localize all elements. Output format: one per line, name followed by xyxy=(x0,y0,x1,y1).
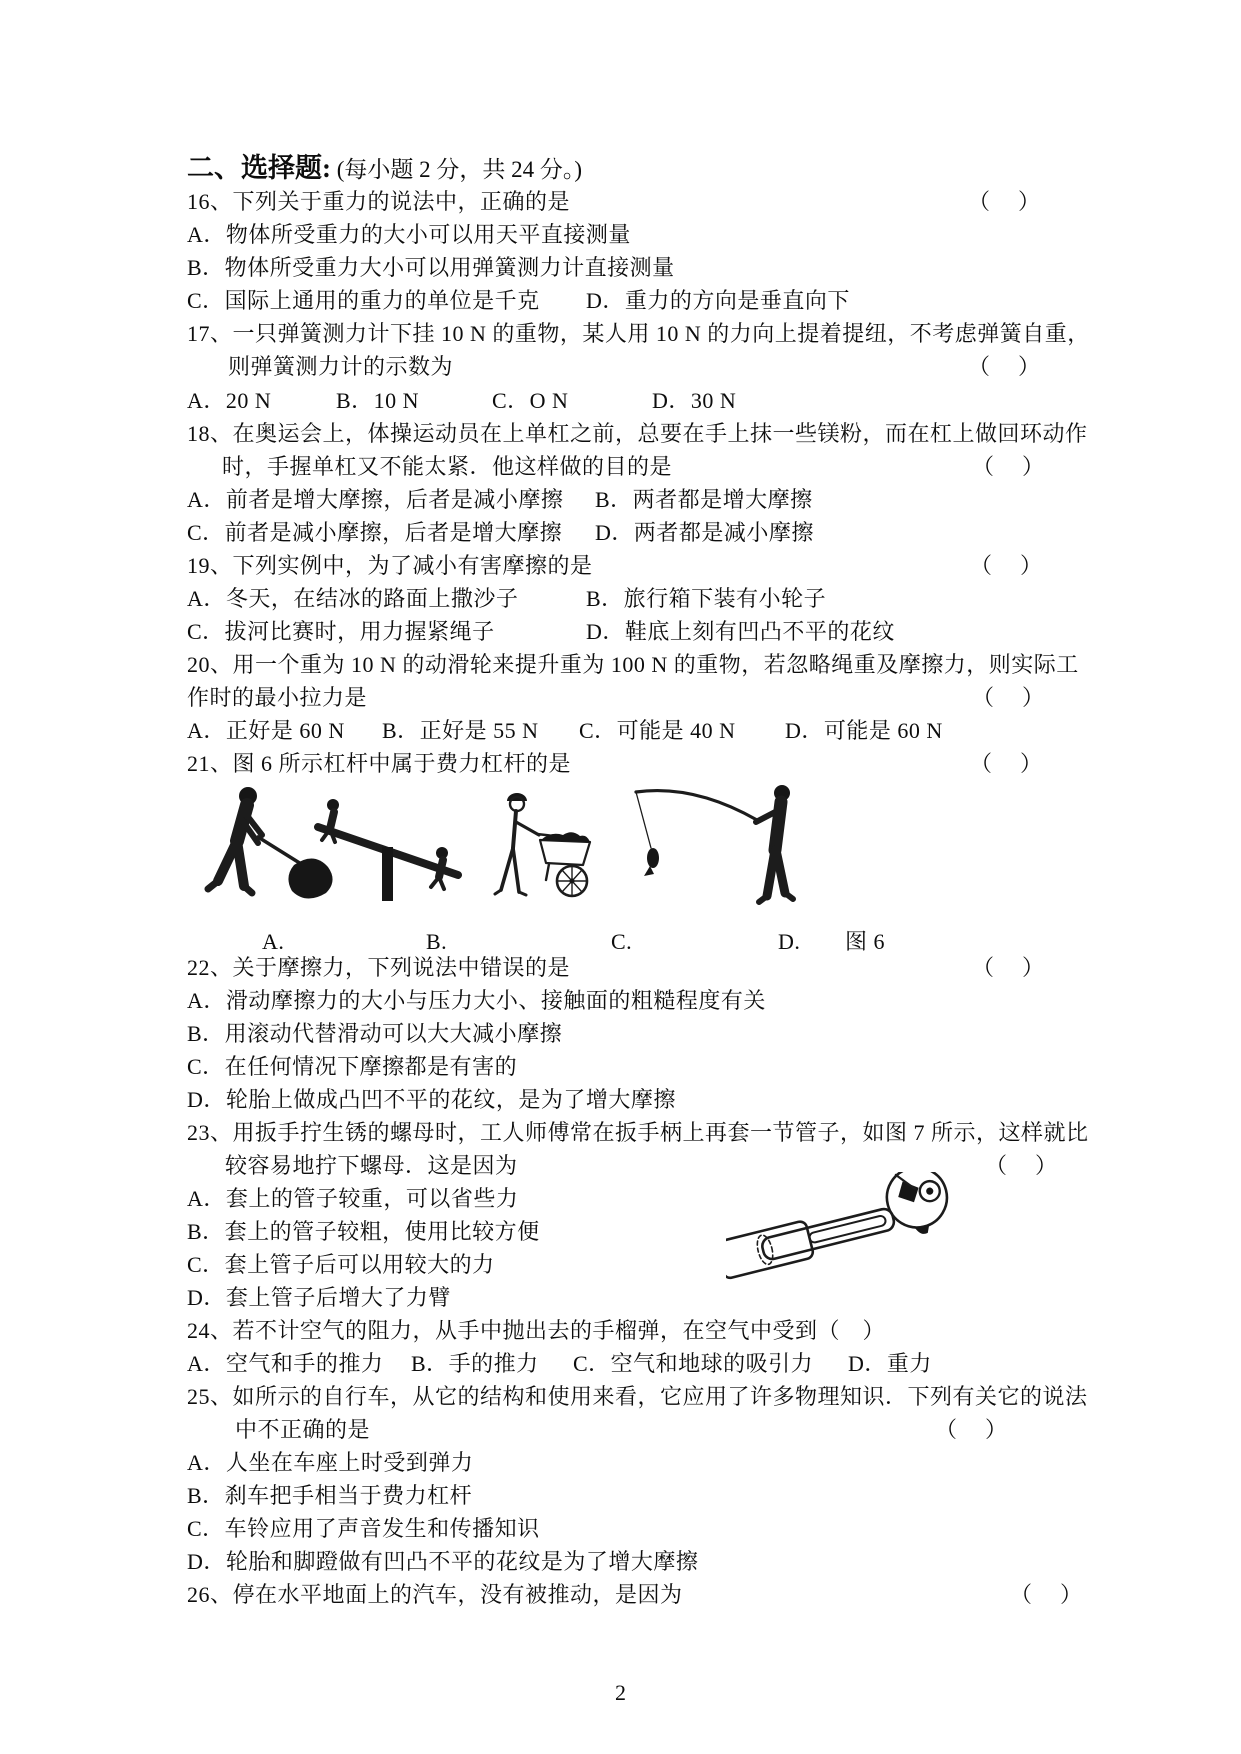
answer-blank: （ ） xyxy=(968,189,1044,214)
text-line: C．可能是 40 N xyxy=(579,718,736,743)
text-line: B．两者都是增大摩擦 xyxy=(595,487,813,512)
text-line: 21、图 6 所示杠杆中属于费力杠杆的是 xyxy=(187,751,572,776)
answer-blank: （ ） xyxy=(968,354,1044,379)
text-line: 中不正确的是 xyxy=(235,1417,371,1442)
text-line: C．国际上通用的重力的单位是千克 xyxy=(187,288,540,313)
text-line: A．物体所受重力的大小可以用天平直接测量 xyxy=(187,222,631,247)
text-line: A．空气和手的推力 xyxy=(187,1351,384,1376)
text-line: D. xyxy=(778,929,801,954)
section-heading xyxy=(187,146,582,185)
text-line: D．30 N xyxy=(652,388,737,413)
text-line: 图 6 xyxy=(845,929,886,954)
text-line: 19、下列实例中，为了减小有害摩擦的是 xyxy=(187,553,593,578)
answer-blank: （ ） xyxy=(972,955,1048,980)
text-line: 26、停在水平地面上的汽车，没有被推动，是因为 xyxy=(187,1582,683,1607)
text-line: B．物体所受重力大小可以用弹簧测力计直接测量 xyxy=(187,255,675,280)
text-line: C. xyxy=(611,929,633,954)
text-line: A. xyxy=(262,929,285,954)
answer-blank: （ ） xyxy=(970,751,1046,776)
text-line: B．用滚动代替滑动可以大大减小摩擦 xyxy=(187,1021,563,1046)
text-line: B．刹车把手相当于费力杠杆 xyxy=(187,1483,473,1508)
text-line: 25、如所示的自行车，从它的结构和使用来看，它应用了许多物理知识．下列有关它的说法 xyxy=(187,1384,1088,1409)
figure-wrench-pipe xyxy=(726,1172,970,1282)
text-line: D．鞋底上刻有凹凸不平的花纹 xyxy=(586,619,895,644)
text-line: A．前者是增大摩擦，后者是减小摩擦 xyxy=(187,487,564,512)
answer-blank: （ ） xyxy=(935,1417,1011,1442)
text-line: C．拔河比赛时，用力握紧绳子 xyxy=(187,619,495,644)
answer-blank: （ ） xyxy=(985,1153,1061,1178)
text-line: C．套上管子后可以用较大的力 xyxy=(187,1252,495,1277)
text-line: 18、在奥运会上，体操运动员在上单杠之前，总要在手上抹一些镁粉，而在杠上做回环动作 xyxy=(187,421,1088,446)
text-line: A．冬天，在结冰的路面上撒沙子 xyxy=(187,586,519,611)
text-line: C．空气和地球的吸引力 xyxy=(573,1351,814,1376)
page-number: 2 xyxy=(615,1680,626,1705)
text-line: D．可能是 60 N xyxy=(785,718,943,743)
text-line: C．车铃应用了声音发生和传播知识 xyxy=(187,1516,540,1541)
answer-blank: （ ） xyxy=(1010,1582,1086,1607)
text-line: 较容易地拧下螺母．这是因为 xyxy=(225,1153,518,1178)
text-line: B．10 N xyxy=(336,388,420,413)
text-line: A．人坐在车座上时受到弹力 xyxy=(187,1450,474,1475)
answer-blank: （ ） xyxy=(970,553,1046,578)
text-line: 则弹簧测力计的示数为 xyxy=(228,354,454,379)
text-line: B．套上的管子较粗，使用比较方便 xyxy=(187,1219,540,1244)
figure-lever-d-fishing xyxy=(628,776,820,918)
section-subtitle: (每小题 2 分，共 24 分。) xyxy=(331,157,583,182)
answer-blank: （ ） xyxy=(972,454,1048,479)
text-line: A．套上的管子较重，可以省些力 xyxy=(187,1186,519,1211)
text-line: 作时的最小拉力是 xyxy=(187,685,368,710)
text-line: A．20 N xyxy=(187,388,272,413)
text-line: D．重力的方向是垂直向下 xyxy=(586,288,850,313)
text-line: D．套上管子后增大了力臂 xyxy=(187,1285,451,1310)
text-line: 22、关于摩擦力，下列说法中错误的是 xyxy=(187,955,571,980)
text-line: 时，手握单杠又不能太紧．他这样做的目的是 xyxy=(222,454,673,479)
section-title: 二、选择题: xyxy=(187,153,331,183)
text-line: B. xyxy=(426,929,448,954)
figure-lever-c-wheelbarrow xyxy=(486,786,602,916)
text-line: D．两者都是减小摩擦 xyxy=(595,520,814,545)
text-line: C．前者是减小摩擦，后者是增大摩擦 xyxy=(187,520,563,545)
text-line: 23、用扳手拧生锈的螺母时，工人师傅常在扳手柄上再套一节管子，如图 7 所示，这样就比 xyxy=(187,1120,1089,1145)
text-line: B．手的推力 xyxy=(411,1351,539,1376)
wrench-illustration xyxy=(726,1172,955,1282)
text-line: B．正好是 55 N xyxy=(382,718,539,743)
figure-lever-b-seesaw xyxy=(310,793,466,908)
text-line: A．正好是 60 N xyxy=(187,718,345,743)
text-line: 24、若不计空气的阻力，从手中抛出去的手榴弹，在空气中受到（ ） xyxy=(187,1318,886,1343)
text-line: A．滑动摩擦力的大小与压力大小、接触面的粗糙程度有关 xyxy=(187,988,766,1013)
text-line: C．O N xyxy=(492,388,569,413)
text-line: D．轮胎上做成凸凹不平的花纹，是为了增大摩擦 xyxy=(187,1087,676,1112)
text-line: 17、一只弹簧测力计下挂 10 N 的重物，某人用 10 N 的力向上提着提纽，不考虑弹簧自重， xyxy=(187,321,1090,346)
text-line: B．旅行箱下装有小轮子 xyxy=(586,586,827,611)
text-line: 16、下列关于重力的说法中，正确的是 xyxy=(187,189,571,214)
text-line: 20、用一个重为 10 N 的动滑轮来提升重为 100 N 的重物，若忽略绳重及摩擦力，则实际工 xyxy=(187,652,1079,677)
text-line: C．在任何情况下摩擦都是有害的 xyxy=(187,1054,518,1079)
text-line: D．轮胎和脚蹬做有凹凸不平的花纹是为了增大摩擦 xyxy=(187,1549,699,1574)
answer-blank: （ ） xyxy=(972,685,1048,710)
text-line: D．重力 xyxy=(848,1351,932,1376)
